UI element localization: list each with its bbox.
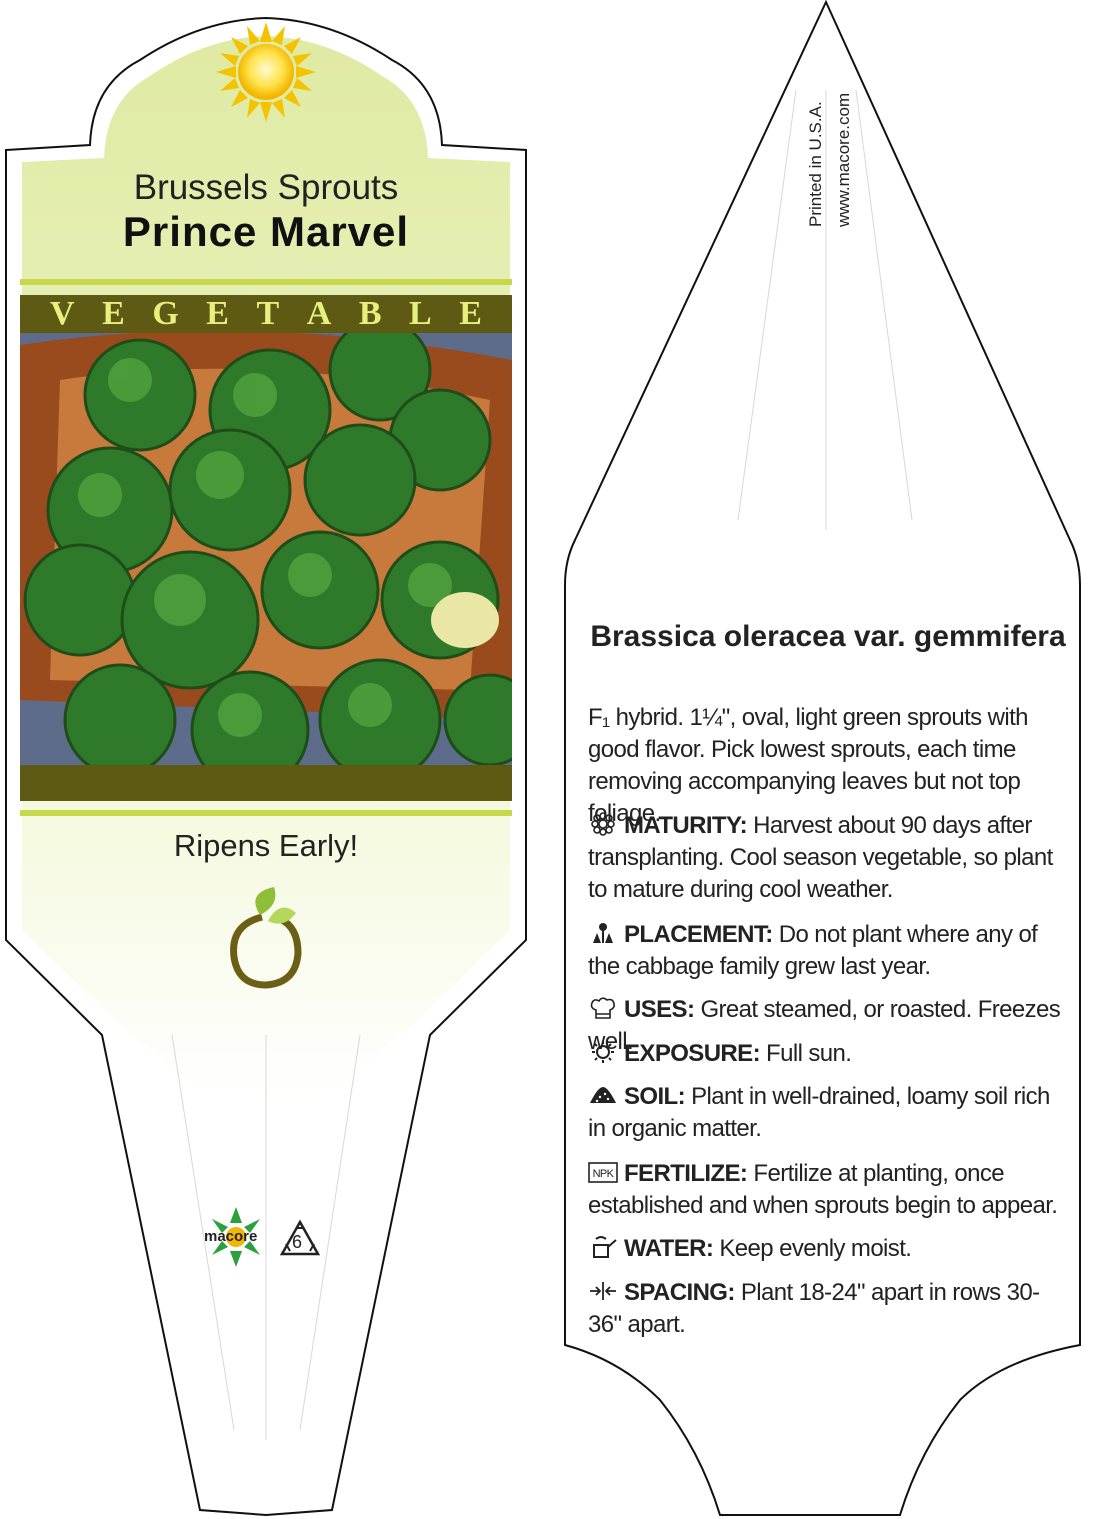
section-label: FERTILIZE: <box>624 1160 748 1187</box>
top-divider-line <box>20 279 512 285</box>
section-label: WATER: <box>624 1235 714 1262</box>
section-label: EXPOSURE: <box>624 1040 760 1067</box>
tagline: Ripens Early! <box>173 828 359 863</box>
spacing-icon <box>588 1279 618 1303</box>
lower-divider-line <box>20 810 512 816</box>
category-letter: A <box>306 295 332 332</box>
soil-section <box>588 1081 1072 1145</box>
common-name: Brussels Sprouts <box>133 168 399 207</box>
spacing-section <box>588 1277 1072 1341</box>
category-letter: E <box>206 295 229 332</box>
placement-section <box>588 919 1072 983</box>
section-label: SPACING: <box>624 1279 735 1306</box>
fertilize-section <box>588 1158 1072 1222</box>
section-text: Full sun. <box>766 1040 852 1067</box>
sun-outline-icon <box>588 1040 618 1064</box>
section-text: Keep evenly moist. <box>719 1235 912 1262</box>
chef-hat-icon <box>588 996 618 1020</box>
flower-icon <box>588 812 618 836</box>
section-text: Great steamed, or roasted. Freezes well. <box>588 996 1061 1055</box>
printed-info <box>800 55 860 245</box>
website-text: www.macore.com <box>834 92 853 227</box>
exposure-section <box>588 1038 1072 1070</box>
svg-text:NPK: NPK <box>592 1168 614 1180</box>
category-letter: L <box>409 295 432 332</box>
maturity-section <box>588 810 1072 906</box>
section-label: SOIL: <box>624 1083 685 1110</box>
category-letter: E <box>459 295 482 332</box>
category-letter: V <box>50 295 75 332</box>
category-letter: T <box>256 295 280 332</box>
description: F₁ hybrid. 1¼", oval, light green sprouts with good flavor. Pick lowest sprouts, each time removing accompanying leaves but not top foliage. <box>588 704 1028 827</box>
plant-rotation-icon <box>588 921 618 945</box>
sun-icon <box>216 22 316 122</box>
watering-can-icon <box>588 1235 618 1259</box>
soil-icon <box>588 1083 618 1107</box>
water-section <box>588 1233 1072 1265</box>
lower-band <box>20 765 512 801</box>
section-text: Harvest about 90 days after transplanting. Cool season vegetable, so plant to mature during cool weather. <box>588 812 1053 903</box>
variety-name: Prince Marvel <box>122 208 410 255</box>
section-label: PLACEMENT: <box>624 921 773 948</box>
category-label <box>20 295 512 333</box>
section-text: Plant in well-drained, loamy soil rich in organic matter. <box>588 1083 1050 1142</box>
npk-icon <box>588 1160 618 1184</box>
brand-name: macore <box>204 1228 258 1245</box>
section-label: MATURITY: <box>624 812 748 839</box>
section-label: USES: <box>624 996 695 1023</box>
section-text: Do not plant where any of the cabbage family grew last year. <box>588 921 1038 980</box>
printed-in-text: Printed in U.S.A. <box>806 101 825 227</box>
section-text: Plant 18-24" apart in rows 30-36" apart. <box>588 1279 1040 1338</box>
category-letter: E <box>102 295 125 332</box>
category-letter: B <box>358 295 382 332</box>
section-text: Fertilize at planting, once established and when sprouts begin to appear. <box>588 1160 1058 1219</box>
brussels-sprouts-photo <box>20 320 535 788</box>
latin-name: Brassica oleracea var. gemmifera <box>590 620 1066 653</box>
category-letter: G <box>152 295 179 332</box>
recycle-number: 6 <box>292 1232 303 1252</box>
